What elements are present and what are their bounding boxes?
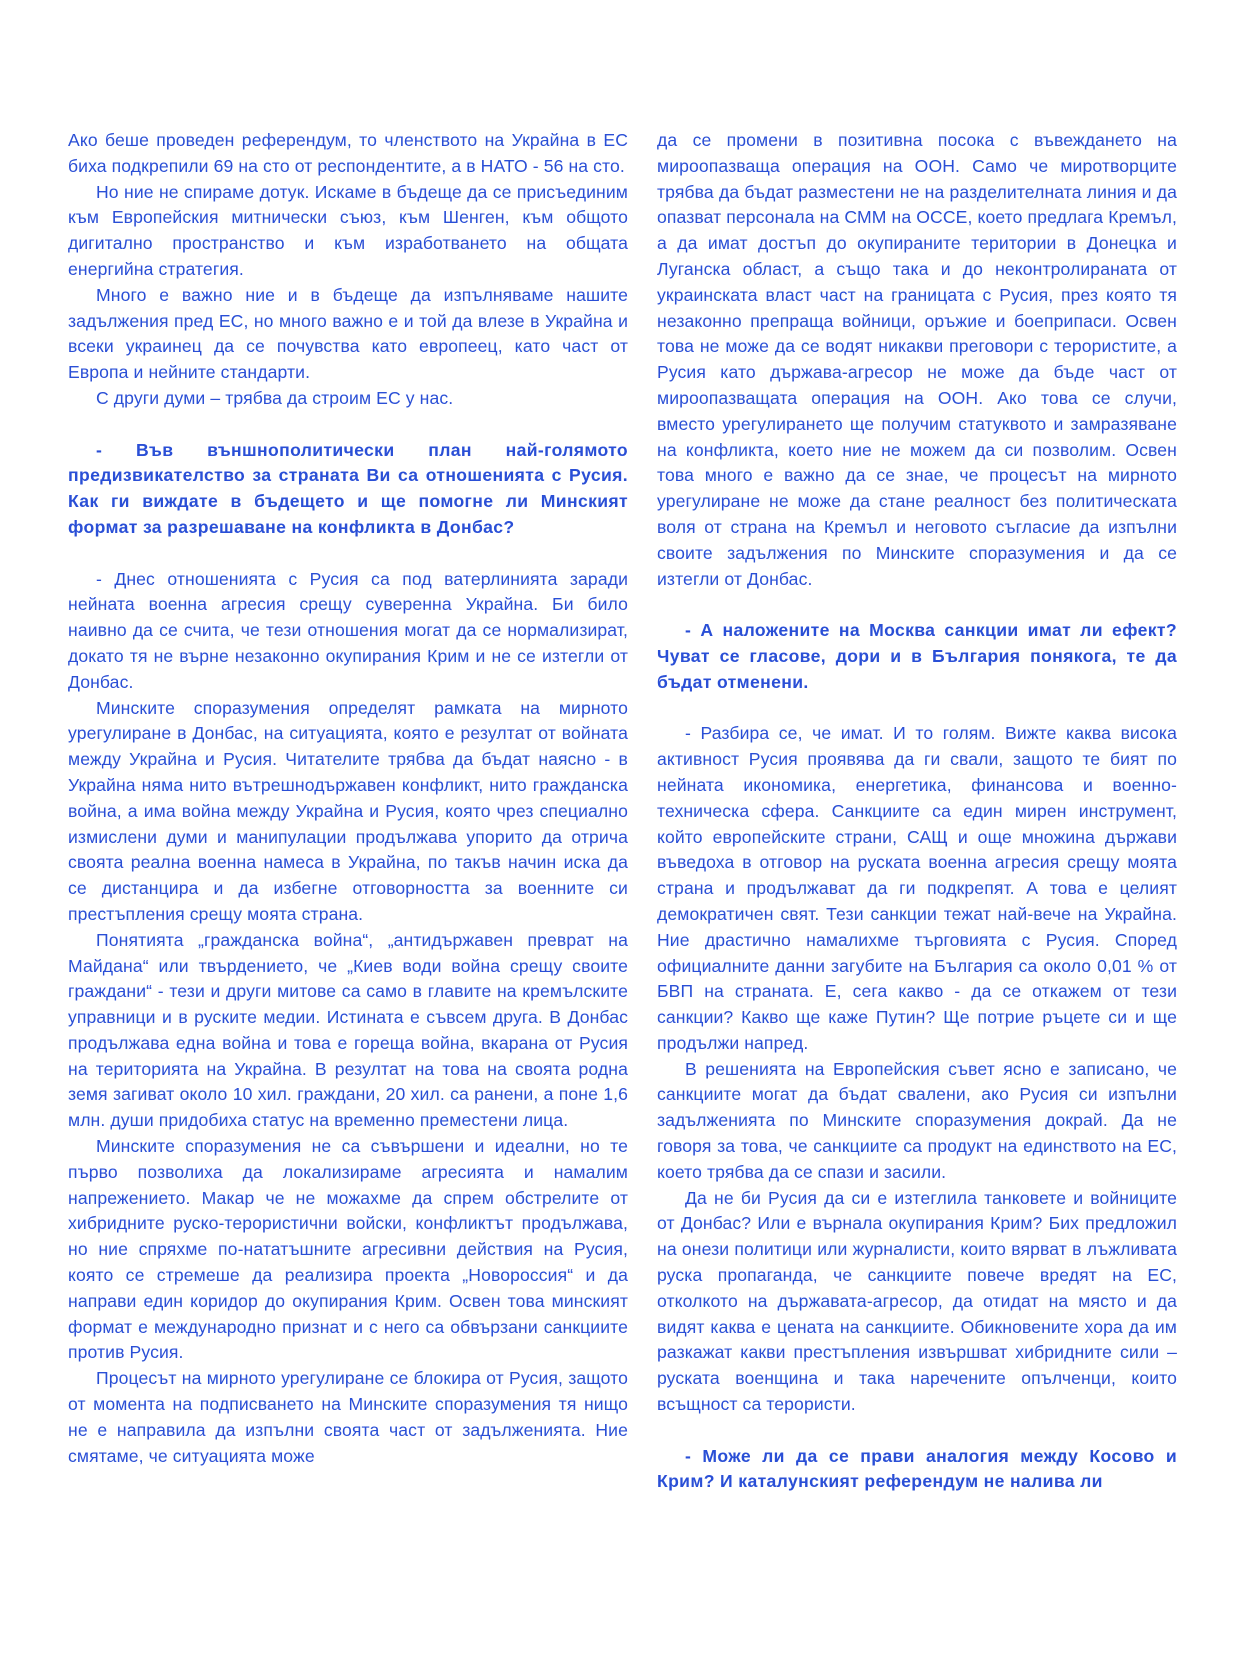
right-column [657, 128, 1177, 1495]
spacer [657, 1418, 1177, 1444]
spacer [68, 412, 628, 438]
spacer [68, 541, 628, 567]
interview-answer: - Разбира се, че имат. И то голям. Вижте каква висока активност Русия проявява да ги свали, защото те бият по нейната икономика, енергетика, финансова и военно-техническа сфера. Санкциите са един мирен инструмент, който европейските страни, САЩ и още множина държави въведоха в отговор на руската военна агресия срещу моята страна и продължават да ги подкрепят. А това е целият демократичен свят. Тези санкции тежат най-вече на Украйна. Ние драстично намалихме търговията с Русия. Според официалните данни загубите на България са около 0,01 % от БВП на страната. Е, сега какво - да се откажем от тези санкции? Какво ще каже Путин? Ще потрие ръцете си и ще продължи напред. [657, 723, 1177, 1053]
paragraph: Минските споразумения определят рамката на мирното урегулиране в Донбас, на ситуацията, която е резултат от войната между Украйна и Русия. Читателите трябва да бъдат наясно - в Украйна няма нито вътрешнодържавен конфликт, нито гражданска война, а има война между Украйна и Русия, която чрез специално измислени думи и манипулации продължава упорито да отрича своята реална военна намеса в Украйна, по такъв начин иска да се дистанцира и да избегне отговорността за военните си престъпления срещу моята страна. [68, 697, 628, 924]
spacer [657, 592, 1177, 618]
spacer [657, 696, 1177, 722]
paragraph: Понятията „гражданска война“, „антидържавен преврат на Майдана“ или твърдението, че „Киев води война срещу своите граждани“ - тези и други митове са само в главите на кремълските управници и в руските медии. Истината е съвсем друга. В Донбас продължава една война и това е гореща война, вкарана от Русия на територията на Украйна. В резултат на това на своята родна земя загиват около 10 хил. граждани, 20 хил. са ранени, а поне 1,6 млн. души придобиха статус на временно преместени лица. [68, 929, 628, 1131]
interview-question: - Във външнополитически план най-голямото предизвикателство за страната Ви са отношенията с Русия. Как ги виждате в бъдещето и ще помогне ли Минският формат за разрешаване на конфликта в Донбас? [68, 439, 628, 537]
paragraph: Процесът на мирното урегулиране се блокира от Русия, защото от момента на подписването на Минските споразумения тя нищо не е направила да изпълни своята част от задълженията. Ние смятаме, че ситуацията може [68, 1368, 628, 1466]
paragraph: да се промени в позитивна посока с въвеждането на мироопазваща операция на ООН. Само че миротворците трябва да бъдат разместени не на разделителната линия и да опазват персонала на СММ на ОССЕ, което предлага Кремъл, а да имат достъп до окупираните територии в Донецка и Луганска област, а също така и до неконтролираната от украинската власт част на границата с Русия, през която тя незаконно препраща войници, оръжие и боеприпаси. Освен това не може да се водят никакви преговори с терористите, а Русия като държава-агресор не може да бъде част от мироопазващата операция на ООН. Ако това се случи, вместо урегулирането ще получим статуквото и замразяване на конфликта, което ние не можем да си позволим. Освен това много е важно да се знае, че процесът на мирното урегулиране не може да стане реалност без политическата воля от страна на Кремъл и неговото съгласие да изпълни своите задължения по Минските споразумения и да се изтегли от Донбас. [657, 130, 1177, 589]
paragraph: Минските споразумения не са съвършени и идеални, но те първо позволиха да локализираме агресията и намалим напрежението. Макар че не можахме да спрем обстрелите от хибридните руско-терористични войски, конфликтът продължава, но ние спряхме по-нататъшните агресивни действия на Русия, която се стремеше да реализира проекта „Новороссия“ и да направи един коридор до окупирания Крим. Освен това минският формат е международно признат и с него са обвързани санкциите против Русия. [68, 1136, 628, 1363]
interview-question: - Може ли да се прави аналогия между Косово и Крим? И каталунският референдум не налива ли [657, 1445, 1177, 1492]
paragraph: Много е важно ние и в бъдеще да изпълняваме нашите задължения пред ЕС, но много важно е и той да влезе в Украйна и всеки украинец да се почувства като европеец, като част от Европа и нейните стандарти. [68, 284, 628, 383]
interview-question: - А наложените на Москва санкции имат ли ефект? Чуват се гласове, дори и в България понякога, те да бъдат отменени. [657, 620, 1177, 692]
paragraph: Ако беше проведен референдум, то членството на Украйна в ЕС биха подкрепили 69 на сто от респондентите, а в НАТО - 56 на сто. [68, 130, 628, 176]
paragraph: Да не би Русия да си е изтеглила танковете и войниците от Донбас? Или е върнала окупирания Крим? Бих предложил на онези политици или журналисти, които вярват в лъжливата руска пропаганда, че санкциите повече вредят на ЕС, отколкото на държавата-агресор, да отидат на място и да видят каква е цената на санкциите. Обикновените хора да им разкажат какви престъпления извършват хибридните сили – руската военщина и така наречените опълченци, които всъщност са терористи. [657, 1187, 1177, 1415]
left-column [68, 128, 628, 1469]
paragraph: В решенията на Европейския съвет ясно е записано, че санкциите могат да бъдат свалени, ако Русия си изпълни задълженията по Минските споразумения докрай. Да не говоря за това, че санкциите са продукт на единството на ЕС, което трябва да се спази и засили. [657, 1058, 1177, 1182]
paragraph: С други думи – трябва да строим ЕС у нас. [96, 387, 454, 408]
interview-answer: - Днес отношенията с Русия са под ватерлинията заради нейната военна агресия срещу суверенна Украйна. Би било наивно да се счита, че тези отношения могат да се нормализират, докато тя не върне незаконно окупирания Крим и не се изтегли от Донбас. [68, 568, 628, 692]
paragraph: Но ние не спираме дотук. Искаме в бъдеще да се присъединим към Европейския митнически съюз, към Шенген, към общото дигитално пространство и към изработването на общата енергийна стратегия. [68, 181, 628, 279]
